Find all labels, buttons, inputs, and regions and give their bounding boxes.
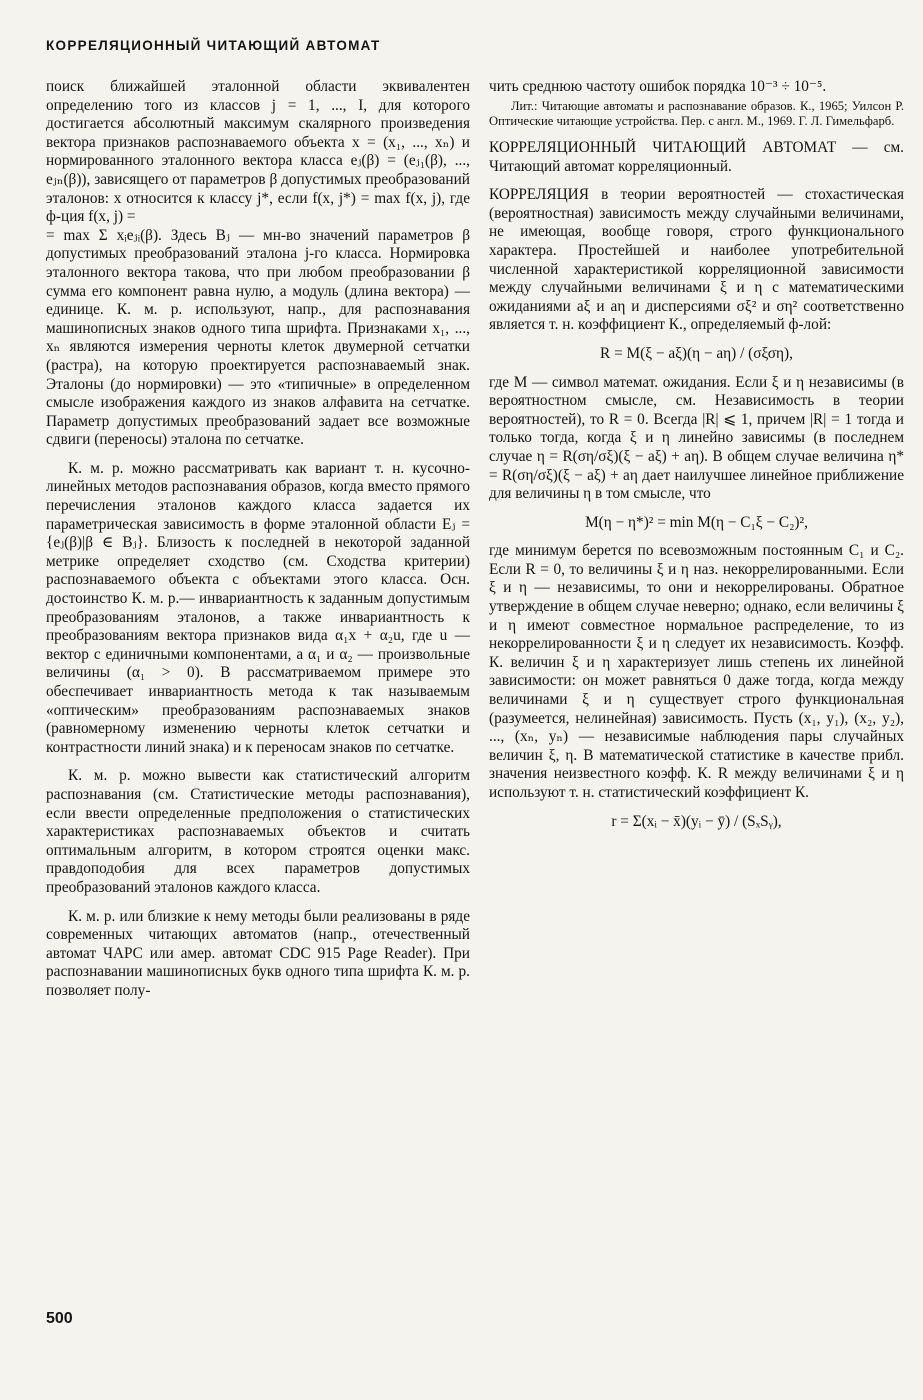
formula-correlation-coefficient: R = M(ξ − aξ)(η − aη) / (σξση), <box>600 344 793 362</box>
running-head: КОРРЕЛЯЦИОННЫЙ ЧИТАЮЩИЙ АВТОМАТ <box>46 38 381 53</box>
formula-min-expectation: M(η − η*)² = min M(η − C₁ξ − C₂)², <box>585 513 808 531</box>
left-para-5: К. м. р. или близкие к нему методы были реализованы в ряде современных читающих автоматов (напр., отечественный автомат ЧАРС или амер. автомат CDC 915 Page Reader). При распознавании машинописных букв одного типа шрифта К. м. р. позволяет полу- <box>46 907 470 999</box>
right-para-5: где минимум берется по всевозможным постоянным C₁ и C₂. Если R = 0, то величины ξ и η наз. некоррелированными. Если ξ и η — независимы, то они и некоррелированы. Обратное утверждение в общем случае неверно; однако, если величины ξ и η имеют совместное нормальное распределение, то из некоррелированности ξ и η следует их независимость. Коэфф. К. величин ξ и η характеризует лишь степень их линейной зависимости: он может равняться 0 даже тогда, когда между величинами ξ и η существует строго функциональная (разумеется, нелинейная) зависимость. Пусть (x₁, y₁), (x₂, y₂), ..., (xₙ, yₙ) — независимые наблюдения пары случайных величин ξ, η. В математической статистике в качестве прибл. значения неизвестного коэфф. К. R между величинами ξ и η используют т. н. статистический коэффициент К. <box>489 542 904 801</box>
literature-note: Лит.: Читающие автоматы и распознавание образов. К., 1965; Уилсон Р. Оптические читающие устройства. Пер. с англ. М., 1969. Г. Л. Гимельфарб. <box>489 98 904 128</box>
left-para-1: поиск ближайшей эталонной области эквивалентен определению того из классов j = 1, ..., I, для которого достигается абсолютный максимум скалярного произведения вектора признаков распознаваемого объекта x = (x₁, ..., xₙ) и нормированного эталонного вектора класса eⱼ(β) = (eⱼ₁(β), ..., eⱼₙ(β)), зависящего от параметров β допустимых преобразований эталонов: x относится к классу j*, если f(x, j*) = max f(x, j), где ф-ция f(x, j) = <box>46 78 470 226</box>
formula-statistical-coefficient: r = Σ(xᵢ − x̄)(yᵢ − ȳ) / (SₓSᵧ), <box>611 812 782 830</box>
right-para-4: где M — символ математ. ожидания. Если ξ и η независимы (в вероятностном смысле, см. Независимость в теории вероятностей), то R = 0. Всегда |R| ⩽ 1, причем |R| = 1 тогда и только тогда, когда ξ и η линейно зависимы (в последнем случае η = R(ση/σξ)(ξ − aξ) + aη). В общем случае величина η* = R(ση/σξ)(ξ − aξ) + aη дает наилучшее линейное приближение для величины η в том смысле, что <box>489 373 904 503</box>
page-number: 500 <box>46 1310 73 1327</box>
right-para-continuation: чить среднюю частоту ошибок порядка 10⁻³ ÷ 10⁻⁵. <box>489 78 827 95</box>
left-para-2: = max Σ xᵢeⱼᵢ(β). Здесь Bⱼ — мн-во значений параметров β допустимых преобразований эталона j-го класса. Нормировка эталонного вектора такова, что при любом преобразовании β сумма его компонент равна нулю, а модуль (длина вектора) — единице. К. м. р. используют, напр., для распознавания машинописных знаков одного типа шрифта. Признаками x₁, ..., xₙ являются измерения черноты клеток двумерной сетчатки (растра), на которую проектируется распознаваемый знак. Эталоны (до нормировки) — это «типичные» в определенном смысле изображения каждого из знаков алфавита на сетчатке. Параметр допустимых преобразований задает все возможные сдвиги (переносы) эталона по сетчатке. <box>46 226 470 449</box>
entry-correlation: КОРРЕЛЯЦИЯ в теории вероятностей — стохастическая (вероятностная) зависимость между случайными величинами, не имеющая, вообще говоря, строго функционального характера. Простейшей и наиболее употребительной численной характеристикой корреляционной зависимости между случайными величинами ξ и η с математическими ожиданиями aξ и aη и дисперсиями σξ² и ση² соответственно является т. н. коэффициент К., определяемый ф-лой: <box>489 186 904 334</box>
right-column <box>489 78 904 841</box>
entry-correlation-reader: КОРРЕЛЯЦИОННЫЙ ЧИТАЮЩИЙ АВТОМАТ — см. Читающий автомат корреляционный. <box>489 139 904 175</box>
left-para-3: К. м. р. можно рассматривать как вариант т. н. кусочно-линейных методов распознавания образов, когда вместо прямого перечисления эталонов каждого класса задается их параметрическая зависимость в форме эталонной области Eⱼ = {eⱼ(β)|β ∈ Bⱼ}. Близость к последней в некоторой заданной метрике определяет сходство (см. Сходства критерии) распознаваемого объекта с объектами этого класса. Осн. достоинство К. м. р.— инвариантность к заданным допустимым преобразованиям эталонов, а также инвариантность к преобразованиям вектора признаков вида α₁x + α₂u, где u — вектор с единичными компонентами, а α₁ и α₂ — произвольные величины (α₁ > 0). В рассматриваемом примере это обеспечивает инвариантность метода к так называемым «оптическим» преобразованиям распознаваемых знаков (равномерному изменению черноты клеток сетчатки и контрастности линий знака) и к переносам знаков по сетчатке. <box>46 459 470 756</box>
left-column <box>46 78 470 1001</box>
left-para-4: К. м. р. можно вывести как статистический алгоритм распознавания (см. Статистические методы распознавания), если ввести определенные предположения о статистических характеристиках распознаваемых объектов и считать оптимальным алгоритм, в котором строятся оценки макс. правдоподобия для всех параметров допустимых преобразований эталонов каждого класса. <box>46 767 470 896</box>
